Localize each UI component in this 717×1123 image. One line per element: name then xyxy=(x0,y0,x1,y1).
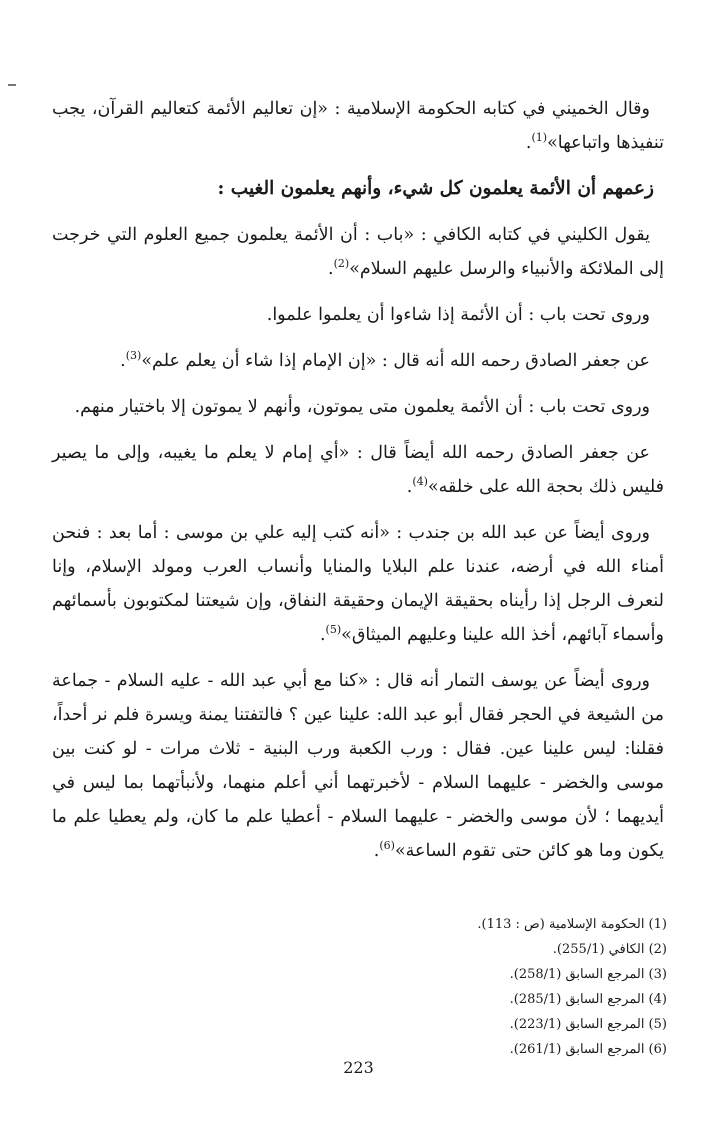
paragraph-text: يقول الكليني في كتابه الكافي : «باب : أن الأئمة يعلمون جميع العلوم التي خرجت إلى الملائكة والأنبياء والرسل عليهم السلام» xyxy=(52,225,664,279)
page-body xyxy=(52,92,664,880)
paragraph-text: وقال الخميني في كتابه الحكومة الإسلامية : «إن تعاليم الأئمة كتعاليم القرآن، يجب تنفيذها واتباعها» xyxy=(52,99,664,153)
footnote-1: (1) الحكومة الإسلامية (ص : 113). xyxy=(477,917,667,932)
footnote-ref: (3) xyxy=(125,349,142,363)
paragraph-end: . xyxy=(525,133,532,153)
footnote-4: (4) المرجع السابق (285/1). xyxy=(509,992,667,1007)
margin-mark xyxy=(8,84,16,86)
section-heading: زعمهم أن الأئمة يعلمون كل شيء، وأنهم يعلمون الغيب : xyxy=(217,178,654,199)
footnote-ref: (1) xyxy=(531,131,548,145)
paragraph-end: . xyxy=(319,625,326,645)
paragraph-text: وروى تحت باب : أن الأئمة إذا شاءوا أن يعلموا علموا. xyxy=(266,305,650,325)
paragraph-6 xyxy=(52,436,664,504)
paragraph-4 xyxy=(52,344,664,378)
footnote-6: (6) المرجع السابق (261/1). xyxy=(509,1042,667,1057)
paragraph-text: وروى أيضاً عن عبد الله بن جندب : «أنه كتب إليه علي بن موسى : أما بعد : فنحن أمناء الله في أرضه، عندنا علم البلايا والمنايا وأنساب العرب ومولد الإسلام، وإنا لنعرف الرجل إذا رأيناه بحقيقة الإيمان وحقيقة النفاق، وإن شيعتنا لمكتوبون بأسمائهم وأسماء آبائهم، أخذ الله علينا وعليهم الميثاق» xyxy=(52,523,664,645)
footnote-2: (2) الكافي (255/1). xyxy=(552,942,667,957)
paragraph-text: عن جعفر الصادق رحمه الله أيضاً قال : «أي إمام لا يعلم ما يغيبه، وإلى ما يصير فليس ذلك بحجة الله على خلقه» xyxy=(52,443,664,497)
footnote-3: (3) المرجع السابق (258/1). xyxy=(509,967,667,982)
page-number: 223 xyxy=(343,1058,374,1077)
paragraph-end: . xyxy=(120,351,126,371)
footnote-ref: (4) xyxy=(412,475,428,489)
paragraph-text: وروى أيضاً عن يوسف التمار أنه قال : «كنا مع أبي عبد الله - عليه السلام - جماعة من الشيعة في الحجر فقال أبو عبد الله: علينا عين ؟ فالتفتنا يمنة ويسرة فلم نر أحداً، فقلنا: ليس علينا عين. فقال : ورب الكعبة ورب البنية - ثلاث مرات - لو كنت بين موسى والخضر - عليهما السلام - لأخبرتهما أني أعلم منهما، ولأنبأتهما بما ليس في أيديهما ؛ لأن موسى والخضر - عليهما السلام - أعطيا علم ما كان، ولم يعطيا علم ما يكون وما هو كائن حتى تقوم الساعة» xyxy=(52,671,664,861)
paragraph-7 xyxy=(52,516,664,652)
paragraph-5 xyxy=(52,390,664,424)
paragraph-3 xyxy=(52,298,664,332)
footnote-ref: (6) xyxy=(379,839,395,853)
paragraph-end: . xyxy=(406,477,413,497)
paragraph-text: وروى تحت باب : أن الأئمة يعلمون متى يموتون، وأنهم لا يموتون إلا باختيار منهم. xyxy=(74,397,650,417)
paragraph-end: . xyxy=(328,259,334,279)
footnote-ref: (2) xyxy=(333,257,350,271)
footnote-ref: (5) xyxy=(325,623,342,637)
footnotes xyxy=(287,912,667,1062)
paragraph-end: . xyxy=(373,841,380,861)
footnote-5: (5) المرجع السابق (223/1). xyxy=(509,1017,667,1032)
paragraph-8 xyxy=(52,664,664,868)
paragraph-text: عن جعفر الصادق رحمه الله أنه قال : «إن الإمام إذا شاء أن يعلم علم» xyxy=(141,351,650,371)
paragraph-1 xyxy=(52,92,664,160)
paragraph-2 xyxy=(52,218,664,286)
